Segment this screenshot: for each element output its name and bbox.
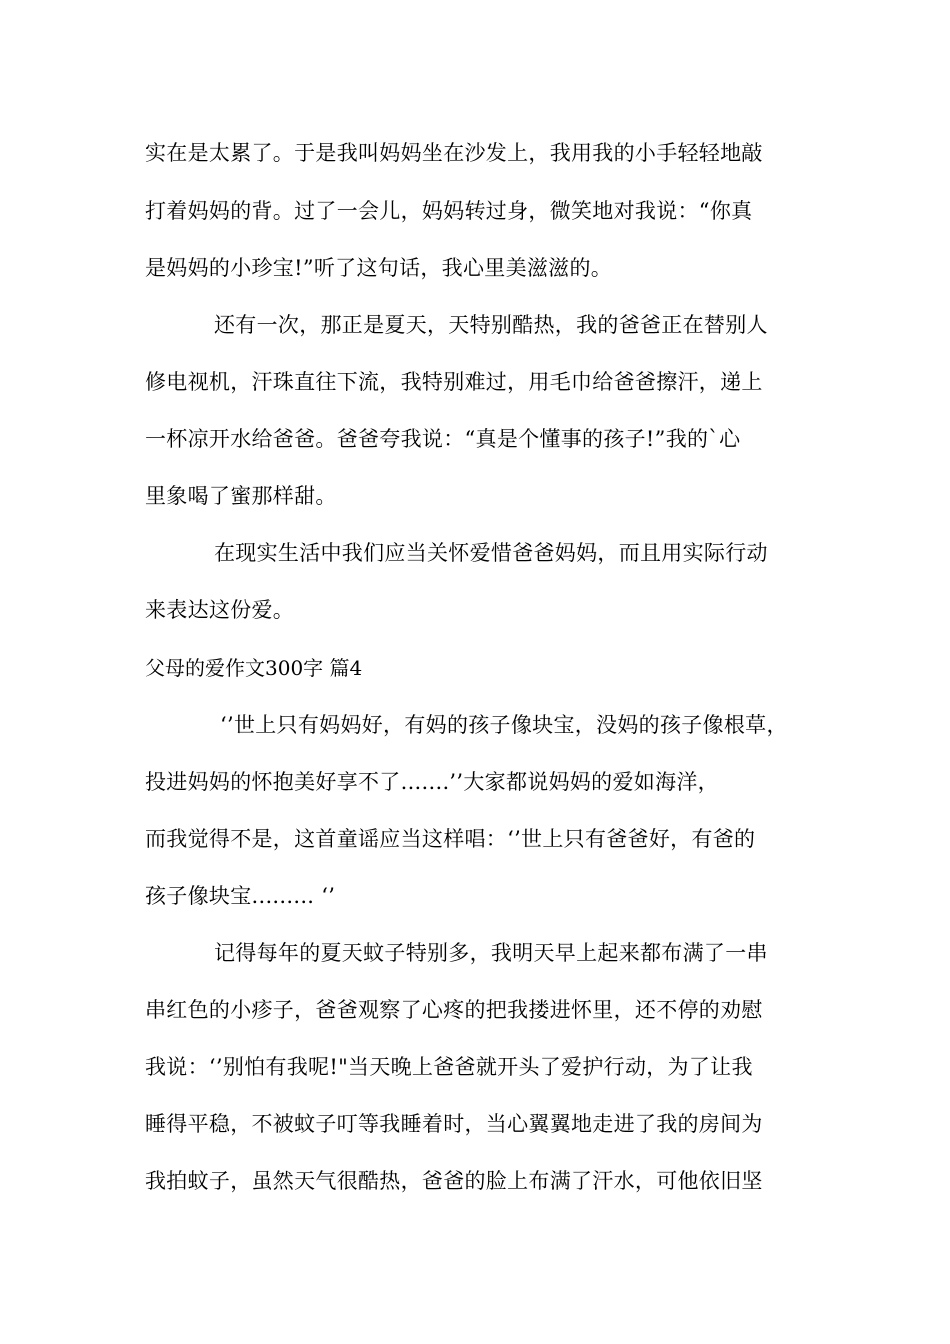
paragraph-line: 投进妈妈的怀抱美好享不了.......’’大家都说妈妈的爱如海洋， bbox=[145, 770, 719, 794]
paragraph-line: 来表达这份爱。 bbox=[145, 598, 295, 622]
paragraph-line: 一杯凉开水给爸爸。爸爸夸我说：“真是个懂事的孩子!”我的`心 bbox=[145, 427, 741, 451]
paragraph-line: 睡得平稳，不被蚊子叮等我睡着时，当心翼翼地走进了我的房间为 bbox=[145, 1112, 763, 1136]
paragraph-line: 在现实生活中我们应当关怀爱惜爸爸妈妈，而且用实际行动 bbox=[214, 541, 768, 565]
paragraph-line: 我拍蚊子，虽然天气很酷热，爸爸的脸上布满了汗水，可他依旧坚 bbox=[145, 1169, 763, 1193]
paragraph-line: 还有一次，那正是夏天，天特别酷热，我的爸爸正在替别人 bbox=[214, 313, 768, 337]
paragraph-line: 实在是太累了。于是我叫妈妈坐在沙发上，我用我的小手轻轻地敲 bbox=[145, 141, 763, 165]
paragraph-line: 记得每年的夏天蚊子特别多，我明天早上起来都布满了一串 bbox=[214, 941, 768, 965]
paragraph-line: ‘’世上只有妈妈好，有妈的孩子像块宝，没妈的孩子像根草， bbox=[220, 713, 788, 737]
paragraph-line: 是妈妈的小珍宝!”听了这句话，我心里美滋滋的。 bbox=[145, 256, 613, 280]
paragraph-line: 串红色的小疹子，爸爸观察了心疼的把我搂进怀里，还不停的劝慰 bbox=[145, 998, 763, 1022]
paragraph-line: 里象喝了蜜那样甜。 bbox=[145, 484, 337, 508]
paragraph-line: 而我觉得不是，这首童谣应当这样唱：‘’世上只有爸爸好，有爸的 bbox=[145, 827, 756, 851]
section-heading: 父母的爱作文300字 篇4 bbox=[145, 656, 363, 680]
paragraph-line: 我说：‘’别怕有我呢!"当天晚上爸爸就开头了爱护行动，为了让我 bbox=[145, 1055, 753, 1079]
paragraph-line: 修电视机，汗珠直往下流，我特别难过，用毛巾给爸爸擦汗，递上 bbox=[145, 370, 763, 394]
paragraph-line: 孩子像块宝......... ‘’ bbox=[145, 884, 336, 908]
paragraph-line: 打着妈妈的背。过了一会儿，妈妈转过身，微笑地对我说：“你真 bbox=[145, 199, 753, 223]
